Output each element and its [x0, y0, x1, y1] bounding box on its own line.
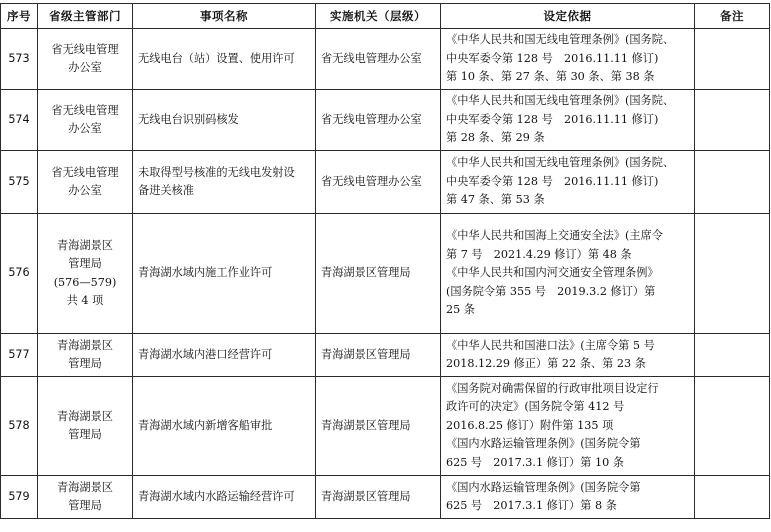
row-number: 576	[1, 214, 38, 334]
basis-line: 政许可的决定》(国务院令第 412 号	[446, 400, 625, 414]
row-basis	[441, 29, 695, 90]
row-basis	[441, 476, 695, 519]
basis-line: 《中华人民共和国港口法》(主席令第 5 号	[446, 338, 655, 352]
row-basis	[441, 377, 695, 476]
row-note	[695, 90, 770, 151]
table-row	[1, 29, 770, 90]
row-item: 青海湖水域内新增客船审批	[133, 377, 316, 476]
table-row	[1, 334, 770, 377]
row-authority: 省无线电管理办公室	[316, 151, 441, 214]
dept-line: 青海湖景区	[57, 238, 113, 252]
row-basis	[441, 334, 695, 377]
dept-line: 办公室	[68, 184, 102, 197]
row-item: 青海湖水域内施工作业许可	[133, 214, 316, 334]
permit-table	[0, 3, 770, 519]
row-dept	[38, 29, 133, 90]
dept-line: 办公室	[68, 61, 102, 74]
basis-line: 《国内水路运输管理条例》(国务院令第	[446, 480, 641, 494]
row-basis	[441, 214, 695, 334]
dept-line: 青海湖景区	[57, 409, 113, 423]
header-item: 事项名称	[133, 4, 316, 29]
row-number: 575	[1, 151, 38, 214]
dept-line: 管理局	[68, 428, 102, 441]
basis-line: 2016.8.25 修订）附件第 135 项	[446, 418, 614, 432]
header-authority: 实施机关（层级）	[316, 4, 441, 29]
row-note	[695, 334, 770, 377]
row-item: 无线电台（站）设置、使用许可	[133, 29, 316, 90]
dept-line: 共 4 项	[66, 294, 104, 307]
header-no: 序号	[1, 4, 38, 29]
row-item: 青海湖水域内水路运输经营许可	[133, 476, 316, 519]
table-row	[1, 90, 770, 151]
row-dept	[38, 151, 133, 214]
row-note	[695, 476, 770, 519]
row-authority: 青海湖景区管理局	[316, 334, 441, 377]
basis-line: 2018.12.29 修正）第 22 条、第 23 条	[446, 357, 646, 370]
table-row	[1, 151, 770, 214]
table-row	[1, 377, 770, 476]
basis-line: 《中华人民共和国内河交通安全管理条例》	[446, 266, 659, 280]
dept-line: 办公室	[68, 122, 102, 135]
header-note: 备注	[695, 4, 770, 29]
table-header-row	[1, 4, 770, 29]
basis-line: 第 7 号 2021.4.29 修订）第 48 条	[446, 247, 632, 261]
row-item	[133, 151, 316, 214]
basis-line: 《国内水路运输管理条例》(国务院令第	[446, 437, 641, 451]
basis-line: 《中华人民共和国无线电管理条例》(国务院、	[446, 33, 675, 47]
row-dept	[38, 214, 133, 334]
row-note	[695, 377, 770, 476]
row-note	[695, 29, 770, 90]
row-dept	[38, 90, 133, 151]
row-authority: 青海湖景区管理局	[316, 476, 441, 519]
basis-line: 第 10 条、第 27 条、第 30 条、第 38 条	[446, 70, 655, 84]
table-row	[1, 476, 770, 519]
dept-line: 省无线电管理	[51, 42, 119, 56]
row-number: 579	[1, 476, 38, 519]
basis-line: 《中华人民共和国海上交通安全法》(主席令	[446, 229, 663, 243]
row-authority: 省无线电管理办公室	[316, 29, 441, 90]
basis-line: 625 号 2017.3.1 修订）第 8 条	[446, 499, 617, 512]
table-row	[1, 214, 770, 334]
header-basis: 设定依据	[441, 4, 695, 29]
header-dept: 省级主管部门	[38, 4, 133, 29]
row-authority: 青海湖景区管理局	[316, 214, 441, 334]
basis-line: 第 47 条、第 53 条	[446, 193, 545, 207]
row-number: 578	[1, 377, 38, 476]
basis-line: 第 28 条、第 29 条	[446, 131, 545, 145]
dept-line: 省无线电管理	[51, 165, 119, 179]
row-basis	[441, 90, 695, 151]
basis-line: 中央军委令第 128 号 2016.11.11 修订)	[446, 174, 659, 188]
row-dept	[38, 476, 133, 519]
dept-line: 管理局	[68, 257, 102, 270]
item-line: 备进关核准	[138, 184, 194, 197]
basis-line: 625 号 2017.3.1 修订）第 10 条	[446, 455, 624, 469]
basis-line: 《中华人民共和国无线电管理条例》(国务院、	[446, 156, 675, 170]
row-basis	[441, 151, 695, 214]
row-dept	[38, 334, 133, 377]
basis-line: 《中华人民共和国无线电管理条例》(国务院、	[446, 94, 675, 108]
row-authority: 青海湖景区管理局	[316, 377, 441, 476]
dept-line: 省无线电管理	[51, 103, 119, 117]
basis-line: 中央军委令第 128 号 2016.11.11 修订)	[446, 112, 659, 126]
item-line: 未取得型号核准的无线电发射设	[138, 165, 295, 179]
basis-line: 中央军委令第 128 号 2016.11.11 修订)	[446, 51, 659, 65]
dept-line: 管理局	[68, 499, 102, 512]
row-item: 无线电台识别码核发	[133, 90, 316, 151]
row-number: 574	[1, 90, 38, 151]
dept-line: 青海湖景区	[57, 480, 113, 494]
basis-line: (国务院令第 355 号 2019.3.2 修订）第	[446, 284, 656, 298]
dept-line: 管理局	[68, 357, 102, 370]
dept-line: (576—579)	[53, 275, 117, 289]
row-number: 573	[1, 29, 38, 90]
row-note	[695, 151, 770, 214]
dept-line: 青海湖景区	[57, 338, 113, 352]
row-dept	[38, 377, 133, 476]
row-number: 577	[1, 334, 38, 377]
row-item: 青海湖水域内港口经营许可	[133, 334, 316, 377]
row-authority: 省无线电管理办公室	[316, 90, 441, 151]
row-note	[695, 214, 770, 334]
basis-line: 25 条	[446, 303, 475, 317]
basis-line: 《国务院对确需保留的行政审批项目设定行	[446, 381, 659, 395]
